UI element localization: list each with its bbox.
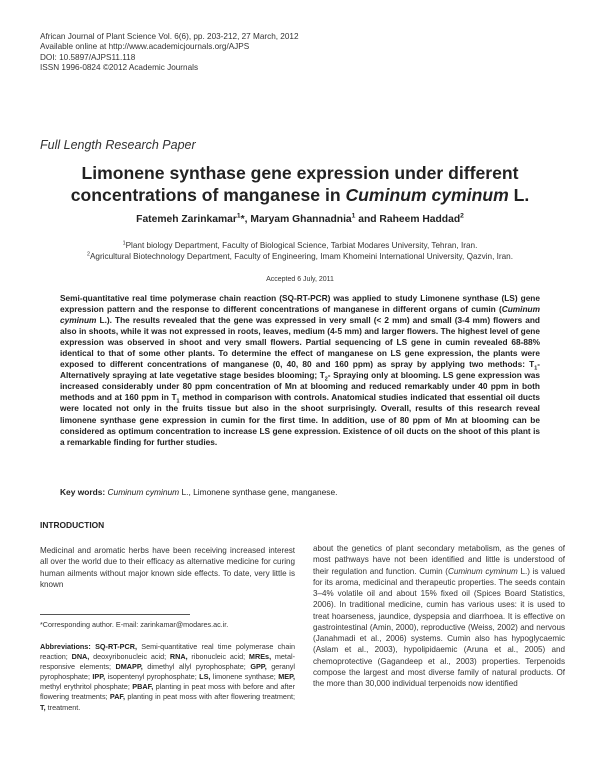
available-online: Available online at http://www.academicjournals.org/AJPS xyxy=(40,42,250,52)
affiliation-2: $^2$Agricultural Biotechnology Department, Faculty of Engineering, Imam Khomeini International University, Qazvin, Iran. xyxy=(86,251,514,262)
section-label: Full Length Research Paper xyxy=(40,138,196,152)
journal-header xyxy=(40,32,299,73)
paper-title xyxy=(30,162,570,206)
issn: ISSN 1996-0824 ©2012 Academic Journals xyxy=(40,62,199,72)
author-2: Maryam Ghannadnia xyxy=(250,214,352,225)
abstract: Semi-quantitative real time polymerase chain reaction (SQ-RT-PCR) was applied to study Limonene synthase (LS) gene expression pattern and the response to different concentrations of manganese in different organs of cumin (Cuminum cyminum L.). The results revealed that the gene was expressed in very small (< 2 mm) and small (3-4 mm) flowers and also in shoots, while it was not expressed in roots, leaves, medium (4-5 mm) and larger flowers. The highest level of gene expression was observed in shoot and very small flowers. Partial sequencing of LS gene in cumin revealed 68-88% identical to that of some other plants. To determine the effect of manganese on LS gene expression, the plants were exposed to different concentrations of manganese (0, 40, 80 and 160 ppm) as spray by applying two methods: $T_1-$ Alternatively spraying at late vegetative stage besides blooming; $T_2-$ Spraying only at blooming. LS gene expression was increased considerably under 80 ppm concentration of Mn at blooming and reduced remarkably under 40 ppm in both methods and at 160 ppm in $T_1$ method in comparison with controls. Anatomical studies indicated that essential oil ducts were located not only in the fruits tissue but also in the shoot surprisingly. Overall, results of this research reveal limonene synthase gene expression in cumin for the first time. In addition, use of 80 ppm of Mn at blooming can be considered as optimum concentration to increase LS gene expression. Existence of oil ducts on the shoot of this plant is a remarkable finding for further studies. xyxy=(60,293,540,447)
intro-right-column: about the genetics of plant secondary metabolism, as the genes of most pathways have not been identified and little is understood of their regulation and function. Cumin (Cuminum cyminum L.) is valued for its aroma, medicinal and therapeutic properties. The seeds contain 3–4% volatile oil and about 15% fixed oil (Spices Board Statistics, 2006). In traditional medicine, cumin has various uses: it is used to treat hoarseness, jaundice, dyspepsia and diarrhoea. It is effective on gastrointestinal (Amin, 2000), reproductive (Weiss, 2002) and nervous (Janahmadi et al., 2006) systems. Cumin also has hypoglycaemic (Aslam et al., 2003), hypolipidaemic (Aruna et al., 2005) and chemoprotective (Gagandeep et al., 2003) properties. Terpenoids compose the largest and most diverse family of natural products. Of the more than 30,000 individual terpenoids now identified xyxy=(313,544,565,688)
accepted-date: Accepted 6 July, 2011 xyxy=(266,276,334,283)
title-line-1: Limonene synthase gene expression under different xyxy=(81,163,519,183)
author-3: Raheem Haddad xyxy=(379,214,461,225)
introduction-heading: INTRODUCTION xyxy=(40,520,105,530)
author-1: Fatemeh Zarinkamar xyxy=(136,214,237,225)
title-line-2: concentrations of manganese in Cuminum cyminum L. xyxy=(70,185,530,205)
doi: DOI: 10.5897/AJPS11.118 xyxy=(40,52,136,62)
keywords: Key words: Cuminum cyminum L., Limonene synthase gene, manganese. xyxy=(60,487,338,497)
intro-left-column: Medicinal and aromatic herbs have been receiving increased interest all over the world due to their efficacy as alternative medicine for curing human ailments without major known side effects. To date, very little is known xyxy=(40,546,295,589)
affiliations xyxy=(30,240,570,263)
author-list: Fatemeh Zarinkamar$^1$*, Maryam Ghannadnia$^1$ and Raheem Haddad$^2$ xyxy=(136,212,464,225)
affiliation-1: $^1$Plant biology Department, Faculty of Biological Science, Tarbiat Modares University, Tehran, Iran. xyxy=(122,240,478,250)
abbreviations: Abbreviations: SQ-RT-PCR, Semi-quantitative real time polymerase chain reaction; DNA, deoxyribonucleic acid; RNA, ribonucleic acid; MREs, metal-responsive elements; DMAPP, dimethyl allyl pyrophosphate; GPP, geranyl pyrophosphate; IPP, isopentenyl pyrophosphate; LS, limonene synthase; MEP, methyl erythritol phosphate; PBAF, planting in peat moss with before and after flowering treatments; PAF, planting in peat moss with after flowering treatment; T, treatment. xyxy=(40,642,296,712)
footnote-divider xyxy=(40,614,190,615)
journal-citation: African Journal of Plant Science Vol. 6(6), pp. 203-212, 27 March, 2012 xyxy=(40,32,299,41)
corresponding-author: *Corresponding author. E-mail: zarinkamar@modares.ac.ir. xyxy=(40,620,229,629)
